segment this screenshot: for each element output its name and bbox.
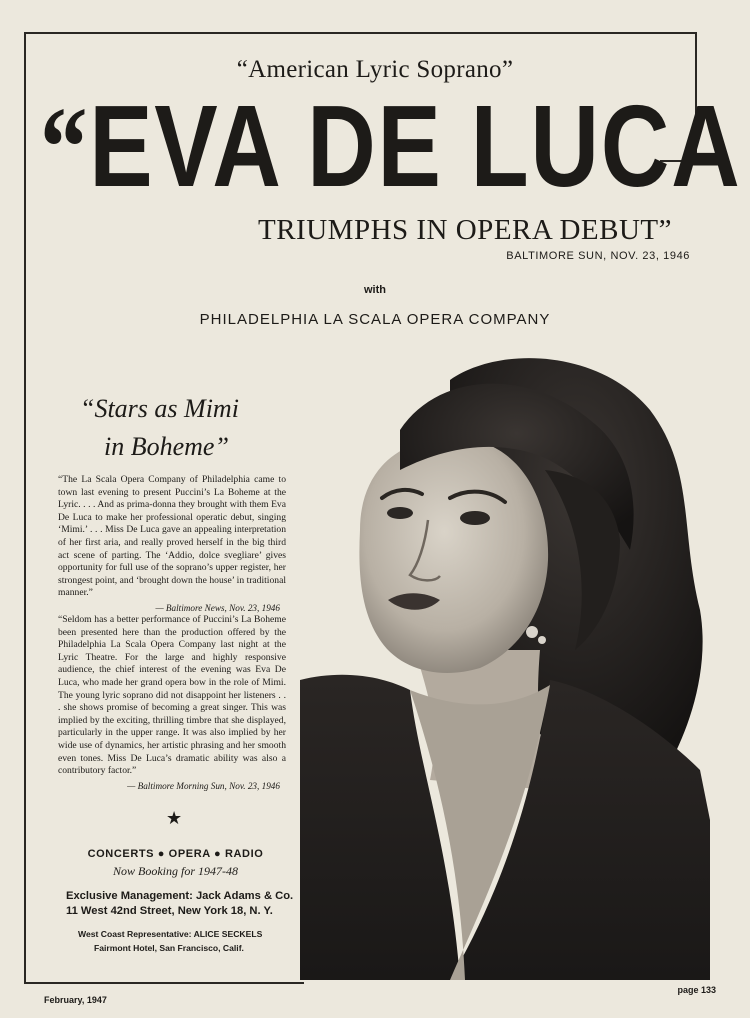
with-label: with: [364, 284, 386, 296]
feature-heading: [80, 390, 239, 466]
subhead: “American Lyric Soprano”: [236, 56, 514, 83]
review-quote-2: [58, 614, 286, 792]
border-bottom: [24, 982, 304, 984]
now-booking: Now Booking for 1947-48: [113, 864, 238, 878]
footer-date: February, 1947: [44, 995, 107, 1005]
portrait-photo: [300, 350, 710, 980]
review-citation: — Baltimore Morning Sun, Nov. 23, 1946: [127, 780, 280, 791]
services-line: CONCERTS ● OPERA ● RADIO: [87, 848, 264, 860]
west-coast-line-2: Fairmont Hotel, San Francisco, Calif.: [94, 943, 244, 953]
review-citation: — Baltimore News, Nov. 23, 1946: [155, 602, 280, 613]
feature-line-2: in Boheme”: [104, 432, 229, 461]
review-quote-1: [58, 474, 286, 615]
company-name: PHILADELPHIA LA SCALA OPERA COMPANY: [199, 311, 551, 328]
headline-source: BALTIMORE SUN, NOV. 23, 1946: [506, 250, 690, 262]
headline-name: EVA DE LUCA: [89, 81, 742, 211]
headline-open-quote: “: [40, 84, 90, 212]
triumphs-line: TRIUMPHS IN OPERA DEBUT”: [258, 214, 672, 246]
review-text: “Seldom has a better performance of Puccini’s La Boheme been presented here than the production offered by the Philadelphia La Scala Opera Company last night at the Lyric Theatre. For the large and highly responsive audience, the chief interest of the evening was Eva De Luca, who made her grand opera bow in the role of Mimi. The young lyric soprano did not disappoint her listeners . . . she shows promise of becoming a great singer. This was implied by the exciting, thrilling timbre that she displayed, particularly in the upper range. It was also implied by her wide use of dynamics, her artistic phrasing and her smooth even tones. Miss De Luca’s dramatic ability was also a contributory factor.”: [58, 614, 286, 777]
management-line-1: Exclusive Management: Jack Adams & Co.: [66, 890, 294, 902]
footer-page-number: page 133: [677, 985, 716, 995]
review-text: “The La Scala Opera Company of Philadelphia came to town last evening to present Puccini’s La Boheme at the Lyric. . . . And as prima-donna they brought with them Eva De Luca to make her professional operatic debut, singing ‘Mimi.’ . . . Miss De Luca gave an appealing interpretation of her first aria, and really proved herself in the big third act scene of parting. The ‘Addio, dolce svegliare’ gives opportunity for full use of the soprano’s upper register, her strongest point, and ‘brought down the house’ in traditional manner.”: [58, 474, 286, 599]
management-line-2: 11 West 42nd Street, New York 18, N. Y.: [66, 905, 273, 917]
feature-line-1: “Stars as Mimi: [80, 394, 239, 423]
star-icon: ★: [166, 808, 183, 828]
border-top: [24, 32, 697, 34]
west-coast-line-1: West Coast Representative: ALICE SECKELS: [78, 929, 263, 939]
border-left: [24, 32, 26, 984]
headline: [40, 81, 742, 212]
